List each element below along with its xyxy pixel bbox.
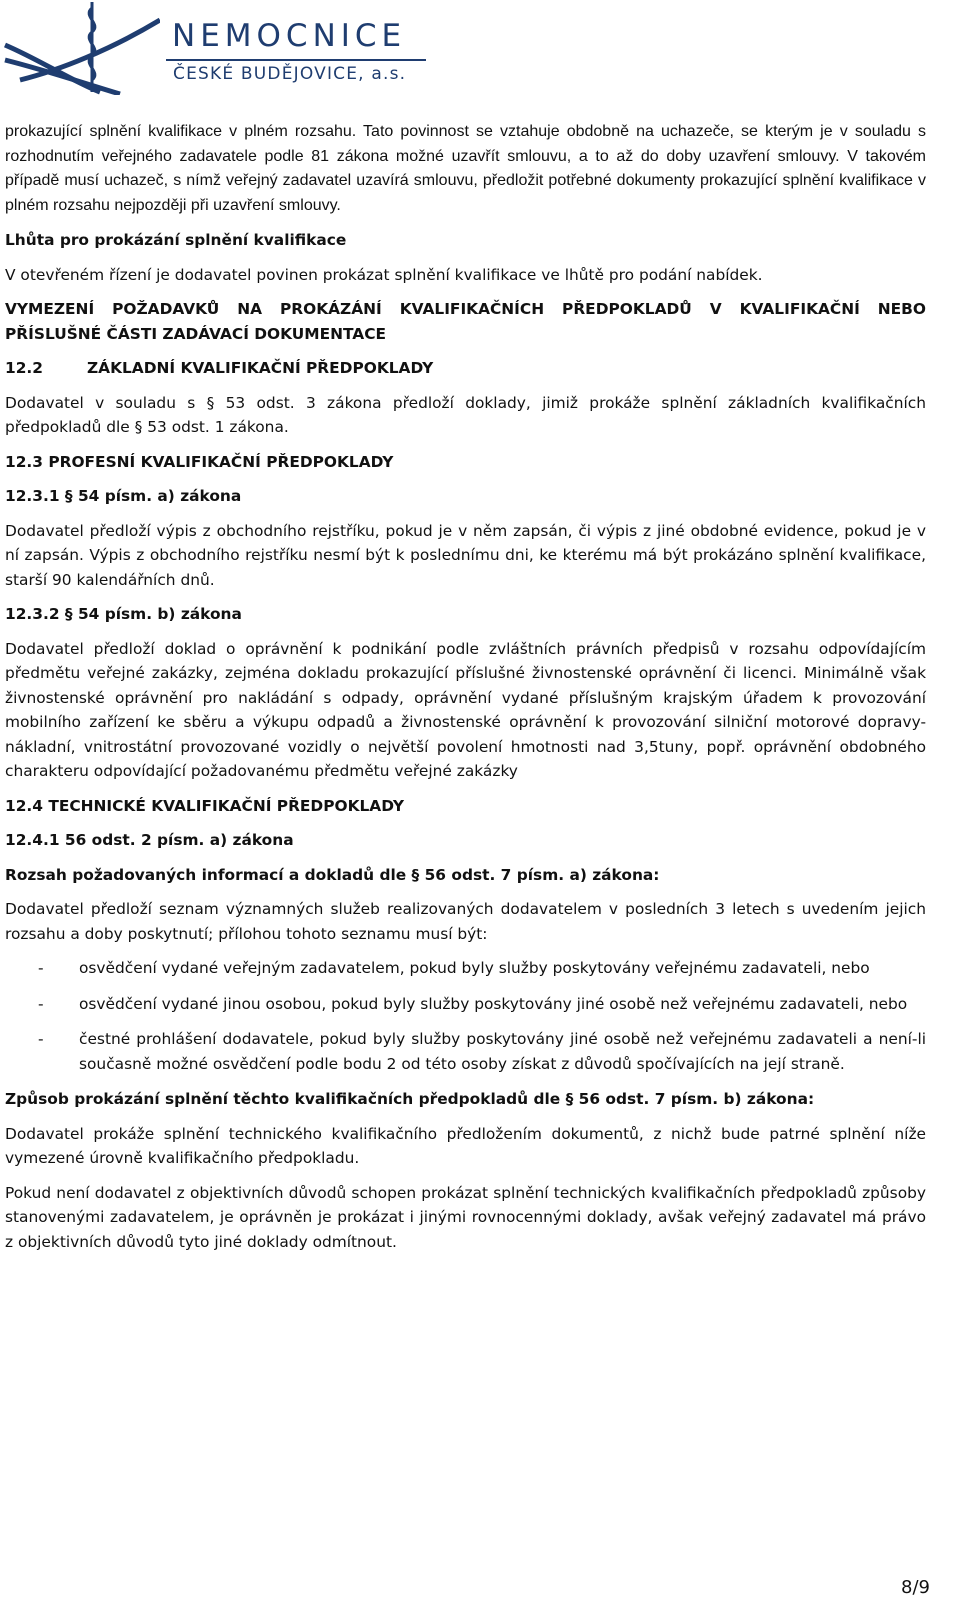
heading-12-2-text: ZÁKLADNÍ KVALIFIKAČNÍ PŘEDPOKLADY (87, 359, 434, 377)
heading-12-4: 12.4 TECHNICKÉ KVALIFIKAČNÍ PŘEDPOKLADY (5, 796, 405, 815)
heading-12-2 (5, 356, 926, 381)
list-item (5, 1027, 926, 1076)
requirements-list (5, 956, 926, 1076)
paragraph-rozsah: Dodavatel předloží seznam významných služeb realizovaných dodavatelem v posledních 3 letech s uvedením jejich rozsahu a doby poskytnutí; přílohou tohoto seznamu musí být: (5, 900, 926, 943)
list-item-text: osvědčení vydané jinou osobou, pokud byly služby poskytovány jiné osobě než veřejnému zadavateli, nebo (79, 994, 908, 1013)
list-dash: - (38, 994, 44, 1013)
list-dash: - (38, 1030, 44, 1048)
heading-zpusob: Způsob prokázání splnění těchto kvalifikačních předpokladů dle § 56 odst. 7 písm. b) zákona: (5, 1090, 815, 1108)
document-body (5, 120, 926, 1264)
paragraph-12-3-2: Dodavatel předloží doklad o oprávnění k podnikání podle zvláštních právních předpisů v rozsahu odpovídajícím předmětu veřejné zakázky, zejména dokladu prokazující příslušné živnostenské oprávnění či licenci. Minimálně však živnostenské oprávnění pro nakládání s odpady, oprávnění vydané příslušným krajským úřadem k provozování mobilního zařízení ke sběru a výkupu odpadů a živnostenské oprávnění k provozování silniční motorové dopravy-nákladní, vnitrostátní provozované vozidly o největší povolení hmotnosti nad 3,5tuny, popř. oprávnění obdobného charakteru odpovídající požadovanému předmětu veřejné zakázky (5, 639, 926, 780)
list-item (5, 956, 926, 981)
list-item-text: čestné prohlášení dodavatele, pokud byly služby poskytovány jiné osobě než veřejnému zadavateli a není-li současně možné osvědčení podle bodu 2 od této osoby získat z důvodů spočívajících na její straně. (79, 1030, 926, 1073)
list-item-text: osvědčení vydané veřejným zadavatelem, pokud byly služby poskytovány veřejnému zadavateli, nebo (79, 959, 870, 977)
heading-lhuta: Lhůta pro prokázání splnění kvalifikace (5, 231, 347, 249)
paragraph-continuation: prokazující splnění kvalifikace v plném rozsahu. Tato povinnost se vztahuje obdobně na uchazeče, se kterým je v souladu s rozhodnutím veřejného zadavatele podle 81 zákona možné uzavřít smlouvu, a to až do doby uzavření smlouvy. V takovém případě musí uchazeč, s nímž veřejný zadavatel uzavírá smlouvu, předložit potřebné dokumenty prokazující splnění kvalifikace v plném rozsahu nejpozději při uzavření smlouvy. (5, 123, 926, 214)
page-number: 8/9 (901, 1577, 930, 1598)
paragraph-12-2: Dodavatel v souladu s § 53 odst. 3 zákona předloží doklady, jimiž prokáže splnění základních kvalifikačních předpokladů dle § 53 odst. 1 zákona. (5, 393, 926, 436)
logo-name: NEMOCNICE (172, 18, 407, 54)
heading-vymezeni: VYMEZENÍ POŽADAVKŮ NA PROKÁZÁNÍ KVALIFIKAČNÍCH PŘEDPOKLADŮ V KVALIFIKAČNÍ NEBO PŘÍSLUŠNÉ ČÁSTI ZADÁVACÍ DOKUMENTACE (5, 300, 926, 343)
heading-12-3: 12.3 PROFESNÍ KVALIFIKAČNÍ PŘEDPOKLADY (5, 452, 394, 471)
heading-12-4-1: 12.4.1 56 odst. 2 písm. a) zákona (5, 831, 294, 849)
paragraph-lhuta: V otevřeném řízení je dodavatel povinen prokázat splnění kvalifikace ve lhůtě pro podání nabídek. (5, 265, 763, 284)
paragraph-zpusob-2: Pokud není dodavatel z objektivních důvodů schopen prokázat splnění technických kvalifikačních předpokladů způsoby stanovenými zadavatelem, je oprávněn je prokázat i jinými rovnocennými doklady, avšak veřejný zadavatel má právo z objektivních důvodů tyto jiné doklady odmítnout. (5, 1183, 926, 1251)
heading-12-2-number: 12.2 (5, 359, 43, 377)
hospital-emblem-icon (0, 0, 160, 95)
heading-12-3-1: 12.3.1 § 54 písm. a) zákona (5, 487, 242, 505)
list-dash: - (38, 959, 44, 977)
logo-divider (166, 59, 426, 61)
paragraph-12-3-1: Dodavatel předloží výpis z obchodního rejstříku, pokud je v něm zapsán, či výpis z jiné obdobné evidence, pokud je v ní zapsán. Výpis z obchodního rejstříku nesmí být k poslednímu dni, ke kterému má být prokázáno splnění kvalifikace, starší 90 kalendářních dnů. (5, 521, 926, 589)
heading-rozsah: Rozsah požadovaných informací a dokladů dle § 56 odst. 7 písm. a) zákona: (5, 865, 660, 884)
logo-city: ČESKÉ BUDĚJOVICE, a.s. (173, 64, 407, 84)
paragraph-zpusob-1: Dodavatel prokáže splnění technického kvalifikačního předložením dokumentů, z nichž bude patrné splnění níže vymezené úrovně kvalifikačního předpokladu. (5, 1124, 926, 1167)
heading-12-3-2: 12.3.2 § 54 písm. b) zákona (5, 605, 242, 623)
list-item (5, 992, 926, 1017)
header-logo (0, 0, 960, 100)
